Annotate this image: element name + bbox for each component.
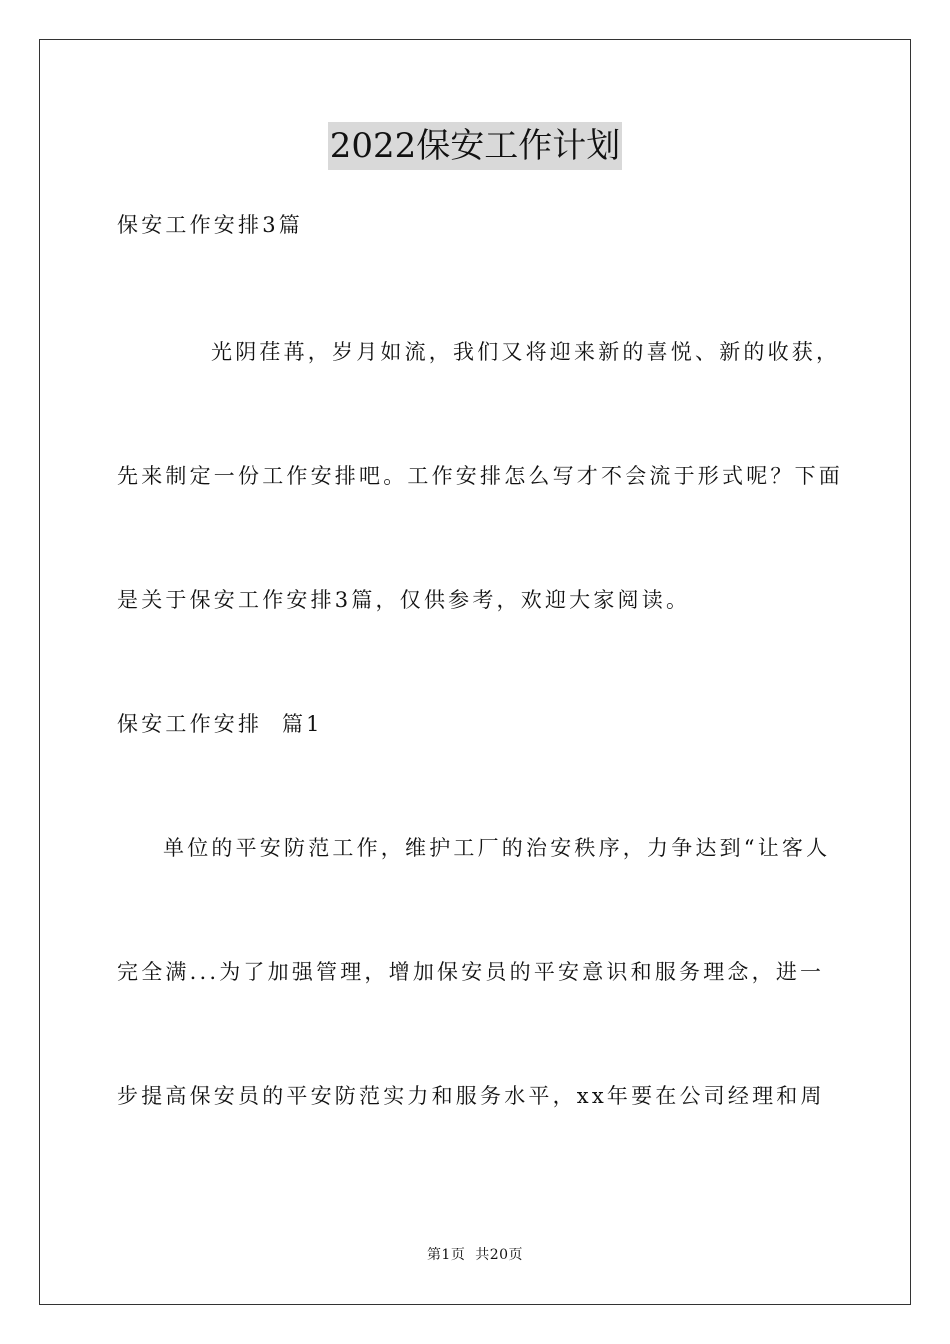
document-title [0,122,950,170]
intro-line-1: 光阴荏苒，岁月如流，我们又将迎来新的喜悦、新的收获， [211,340,841,364]
body-line-3: 步提高保安员的平安防范实力和服务水平，xx年要在公司经理和周 [117,1084,825,1108]
page-footer: 第1页 共20页 [426,1247,524,1263]
document-subtitle: 保安工作安排3篇 [117,213,303,237]
intro-line-2: 先来制定一份工作安排吧。工作安排怎么写才不会流于形式呢？下面 [117,464,843,488]
section-heading: 保安工作安排 篇1 [117,712,323,736]
body-line-2: 完全满...为了加强管理，增加保安员的平安意识和服务理念，进一 [117,960,825,984]
document-title-text: 2022保安工作计划 [328,122,623,170]
intro-line-3: 是关于保安工作安排3篇，仅供参考，欢迎大家阅读。 [117,588,691,612]
body-line-1: 单位的平安防范工作，维护工厂的治安秩序，力争达到“让客人 [163,836,831,860]
